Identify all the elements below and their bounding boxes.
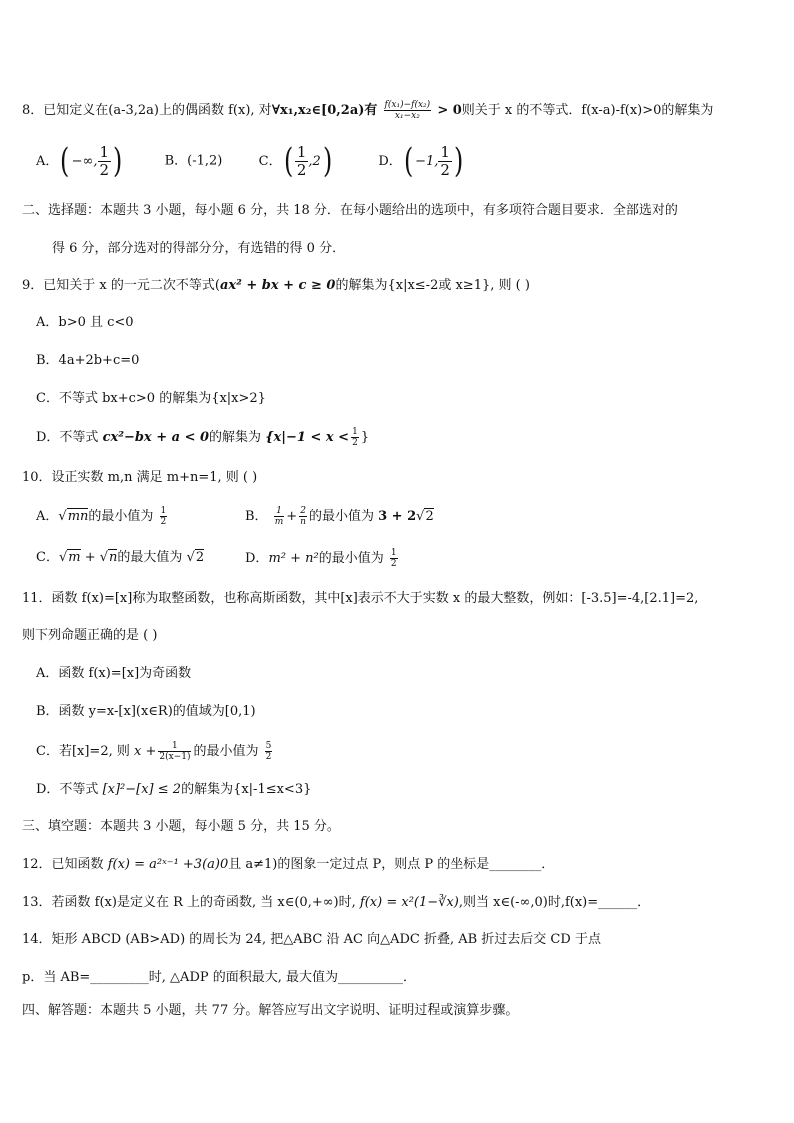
section-3-heading: 三、填空题：本题共 3 小题，每小题 5 分，共 15 分。 [22, 819, 340, 834]
q8-options [36, 141, 465, 182]
q8-fraction: $\frac{\text{f(x₁)−f(x₂)}}{\text{x₁−x₂}}$ [384, 100, 431, 121]
q11-option-d: D．不等式 [x]²−[x] ≤ 2的解集为{x|-1≤x<3} [36, 782, 312, 797]
section-2-heading: 二、选择题：本题共 3 小题，每小题 6 分，共 18 分．在每小题给出的选项中，有多项符合题目要求．全部选对的 [22, 203, 678, 218]
section-4-heading: 四、解答题：本题共 5 小题，共 77 分。解答应写出文字说明、证明过程或演算步骤。 [22, 1003, 519, 1018]
q9-option-c: C．不等式 bx+c>0 的解集为{x|x>2} [36, 391, 266, 406]
q9-option-d: D．不等式 cx²−bx + a < 0的解集为 {x|−1 < x < $\frac{1}{2}$ } [36, 427, 370, 448]
q8-stem: 8．已知定义在(a-3,2a)上的偶函数 f(x), 对∀x₁,x₂∈[0,2a)有 $\frac{\text{f(x₁)−f(x₂)}}{\text{x₁−x₂}}$ > 0则关于 x 的不等式．f(x-a)-f(x)>0的解集为 [22, 100, 714, 121]
q10-option-d: D．m² + n²的最小值为 $\frac{1}{2}$ [245, 548, 397, 569]
q8-option-d: D．( −1, $\frac{1}{2}$ ) [378, 141, 464, 181]
q9-option-b: B．4a+2b+c=0 [36, 353, 140, 368]
q11-option-b: B．函数 y=x-[x](x∈R)的值域为[0,1) [36, 704, 256, 719]
section-2-note: 得 6 分，部分选对的得部分分，有选错的得 0 分． [52, 241, 346, 256]
q11-stem: 11．函数 f(x)=[x]称为取整函数，也称高斯函数，其中[x]表示不大于实数 x 的最大整数，例如：[-3.5]=-4,[2.1]=2, [22, 591, 699, 606]
q8-option-c: C．( $\frac{1}{2}$ ,2) [258, 141, 333, 181]
q10-option-c: C．√m + √n的最大值为 √2 [36, 550, 205, 565]
q8-option-b: B．(-1,2) [164, 153, 223, 169]
q9-option-a: A．b>0 且 c<0 [36, 315, 134, 330]
q10-stem: 10．设正实数 m,n 满足 m+n=1, 则 ( ) [22, 470, 258, 485]
q10-option-b: B． $\frac{1}{m}$ + $\frac{2}{n}$ 的最小值为 3 + 2√2 [245, 506, 434, 527]
q13-stem: 13．若函数 f(x)是定义在 R 上的奇函数, 当 x∈(0,+∞)时, f(x) = x²(1−∛x),则当 x∈(-∞,0)时,f(x)=______． [22, 895, 651, 910]
q9-stem: 9．已知关于 x 的一元二次不等式(ax² + bx + c ≥ 0的解集为{x|x≤-2或 x≥1}, 则 ( ) [22, 278, 530, 293]
q8-option-a: A．( −∞, $\frac{1}{2}$ ) [36, 141, 123, 181]
q14-stem: 14．矩形 ABCD (AB>AD) 的周长为 24, 把△ABC 沿 AC 向△ADC 折叠, AB 折过去后交 CD 于点 [22, 932, 601, 947]
q11-option-c: C．若[x]=2, 则 x + $\frac{1}{2(x-1)}$ 的最小值为 $\frac{5}{2}$ [36, 741, 272, 762]
q10-option-a: A．√mn的最小值为 $\frac{1}{2}$ [36, 506, 167, 527]
q12-stem: 12．已知函数 f(x) = a²ˣ⁻¹ +3(a)0且 a≠1)的图象一定过点 P，则点 P 的坐标是________． [22, 857, 555, 872]
q11-stem-2: 则下列命题正确的是 ( ) [22, 628, 158, 643]
q14-stem-2: p．当 AB=_________时, △ADP 的面积最大, 最大值为__________． [22, 970, 417, 985]
q11-option-a: A．函数 f(x)=[x]为奇函数 [36, 666, 192, 681]
